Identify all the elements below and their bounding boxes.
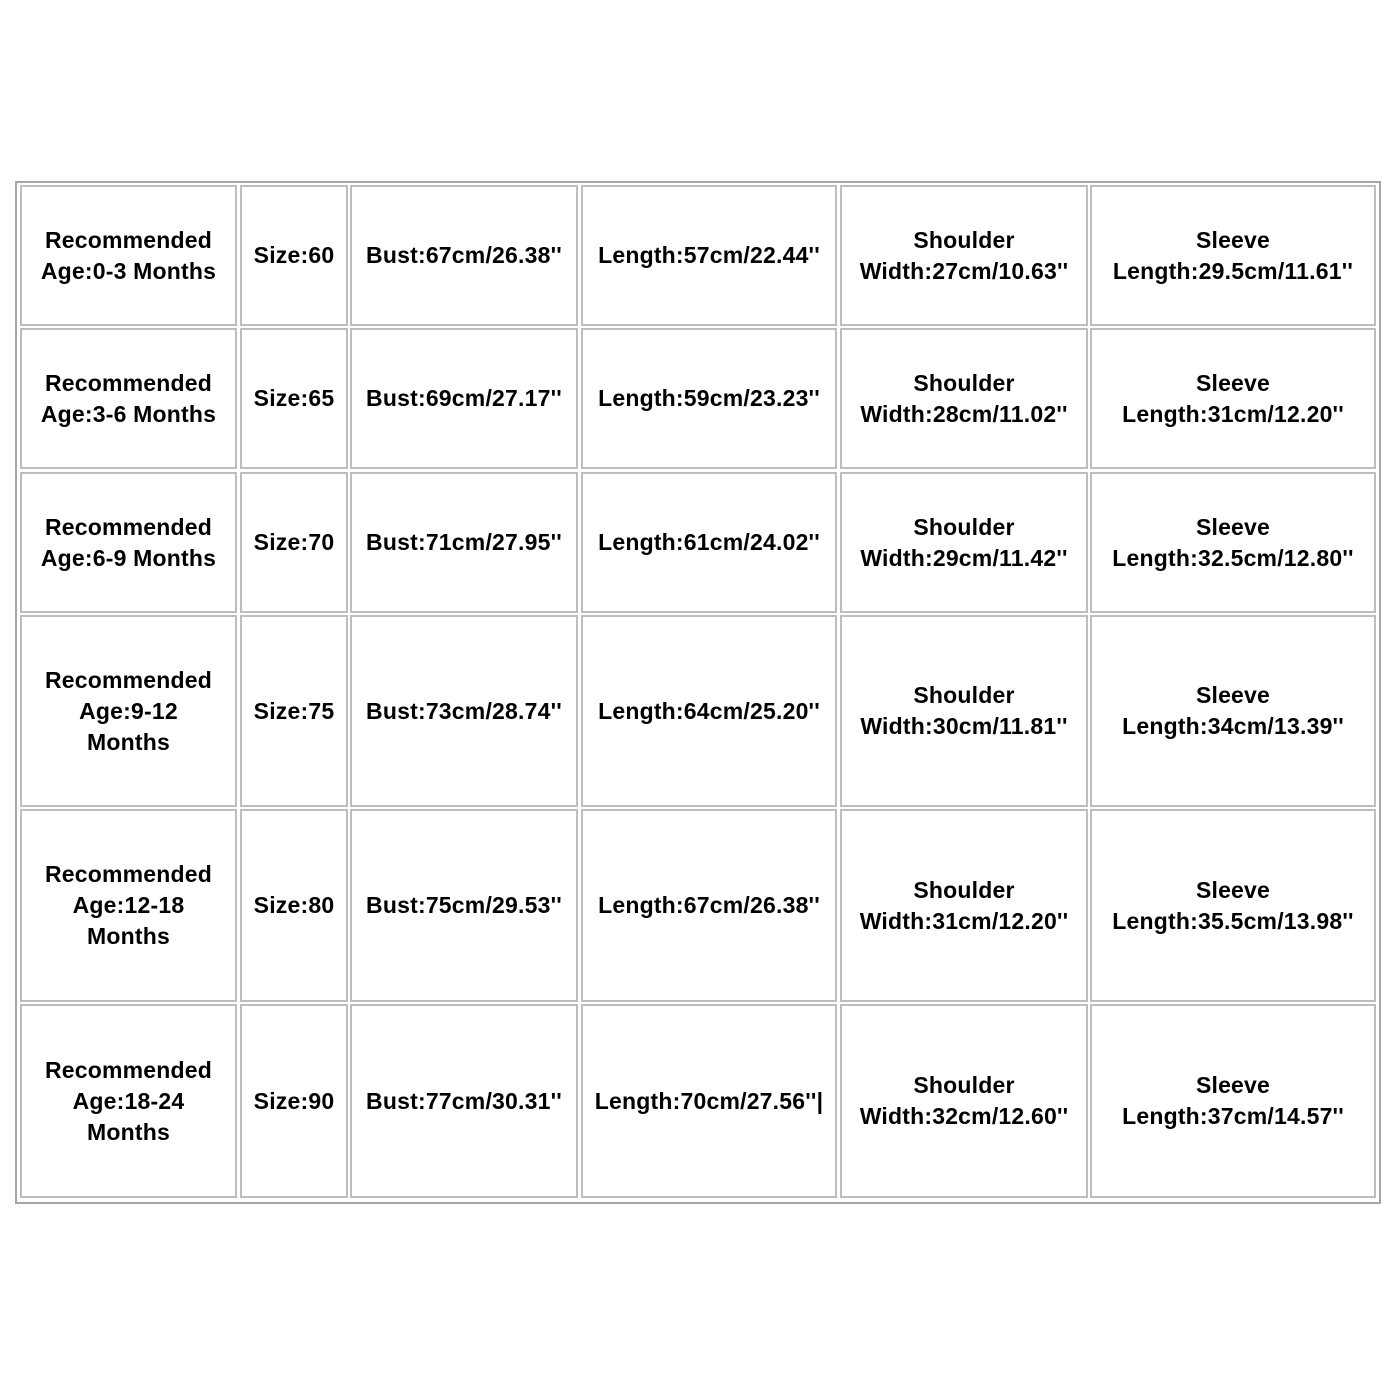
sleeve-text: Sleeve Length:32.5cm/12.80'' [1112, 513, 1354, 571]
age-cell [20, 1004, 237, 1198]
sleeve-text: Sleeve Length:31cm/12.20'' [1122, 369, 1344, 427]
age-text: Recommended Age:12-18 Months [44, 861, 213, 949]
shoulder-text: Shoulder Width:32cm/12.60'' [859, 1072, 1069, 1129]
shoulder-width-cell [840, 185, 1088, 326]
length-text: Length:57cm/22.44'' [598, 242, 820, 268]
size-cell [240, 615, 348, 807]
age-cell [20, 472, 237, 613]
shoulder-width-cell [840, 328, 1088, 469]
size-cell [240, 328, 348, 469]
length-cell [581, 1004, 837, 1198]
length-text: Length:61cm/24.02'' [598, 529, 820, 555]
shoulder-text: Shoulder Width:29cm/11.42'' [860, 513, 1068, 571]
bust-text: Bust:75cm/29.53'' [366, 892, 562, 918]
size-text: Size:90 [253, 1087, 335, 1114]
length-cell [581, 328, 837, 469]
size-text: Size:65 [253, 385, 335, 411]
bust-cell [350, 1004, 578, 1198]
sleeve-length-cell [1090, 615, 1376, 807]
length-text: Length:70cm/27.56''| [594, 1087, 824, 1114]
bust-text: Bust:69cm/27.17'' [366, 385, 562, 411]
bust-cell [350, 185, 578, 326]
bust-text: Bust:71cm/27.95'' [366, 529, 562, 555]
size-text: Size:60 [253, 242, 335, 268]
shoulder-text: Shoulder Width:30cm/11.81'' [860, 682, 1068, 739]
bust-cell [350, 615, 578, 807]
bust-text: Bust:77cm/30.31'' [366, 1087, 562, 1114]
shoulder-width-cell [840, 809, 1088, 1002]
length-cell [581, 185, 837, 326]
age-text: Recommended Age:0-3 Months [40, 226, 217, 284]
sleeve-text: Sleeve Length:37cm/14.57'' [1122, 1072, 1344, 1129]
shoulder-width-cell [840, 1004, 1088, 1198]
size-cell [240, 1004, 348, 1198]
age-cell [20, 809, 237, 1002]
sleeve-text: Sleeve Length:34cm/13.39'' [1122, 682, 1344, 739]
sleeve-length-cell [1090, 328, 1376, 469]
sleeve-length-cell [1090, 185, 1376, 326]
age-text: Recommended Age:18-24 Months [44, 1056, 213, 1145]
shoulder-width-cell [840, 472, 1088, 613]
size-text: Size:70 [253, 529, 335, 555]
age-text: Recommended Age:3-6 Months [40, 369, 217, 427]
size-cell [240, 809, 348, 1002]
shoulder-text: Shoulder Width:27cm/10.63'' [859, 226, 1069, 284]
length-cell [581, 472, 837, 613]
length-text: Length:59cm/23.23'' [598, 385, 820, 411]
age-text: Recommended Age:9-12 Months [44, 666, 213, 755]
bust-text: Bust:73cm/28.74'' [366, 697, 562, 724]
size-cell [240, 185, 348, 326]
sleeve-text: Sleeve Length:35.5cm/13.98'' [1112, 876, 1354, 934]
sleeve-text: Sleeve Length:29.5cm/11.61'' [1112, 226, 1354, 284]
length-text: Length:67cm/26.38'' [598, 892, 820, 918]
size-cell [240, 472, 348, 613]
age-cell [20, 185, 237, 326]
shoulder-width-cell [840, 615, 1088, 807]
bust-cell [350, 809, 578, 1002]
bust-text: Bust:67cm/26.38'' [366, 242, 562, 268]
age-text: Recommended Age:6-9 Months [40, 513, 217, 571]
sleeve-length-cell [1090, 1004, 1376, 1198]
bust-cell [350, 472, 578, 613]
age-cell [20, 328, 237, 469]
sleeve-length-cell [1090, 472, 1376, 613]
bust-cell [350, 328, 578, 469]
sleeve-length-cell [1090, 809, 1376, 1002]
size-text: Size:75 [253, 697, 335, 724]
length-cell [581, 809, 837, 1002]
shoulder-text: Shoulder Width:31cm/12.20'' [859, 876, 1069, 934]
age-cell [20, 615, 237, 807]
size-text: Size:80 [253, 892, 335, 918]
length-cell [581, 615, 837, 807]
length-text: Length:64cm/25.20'' [598, 697, 820, 724]
shoulder-text: Shoulder Width:28cm/11.02'' [860, 369, 1068, 427]
